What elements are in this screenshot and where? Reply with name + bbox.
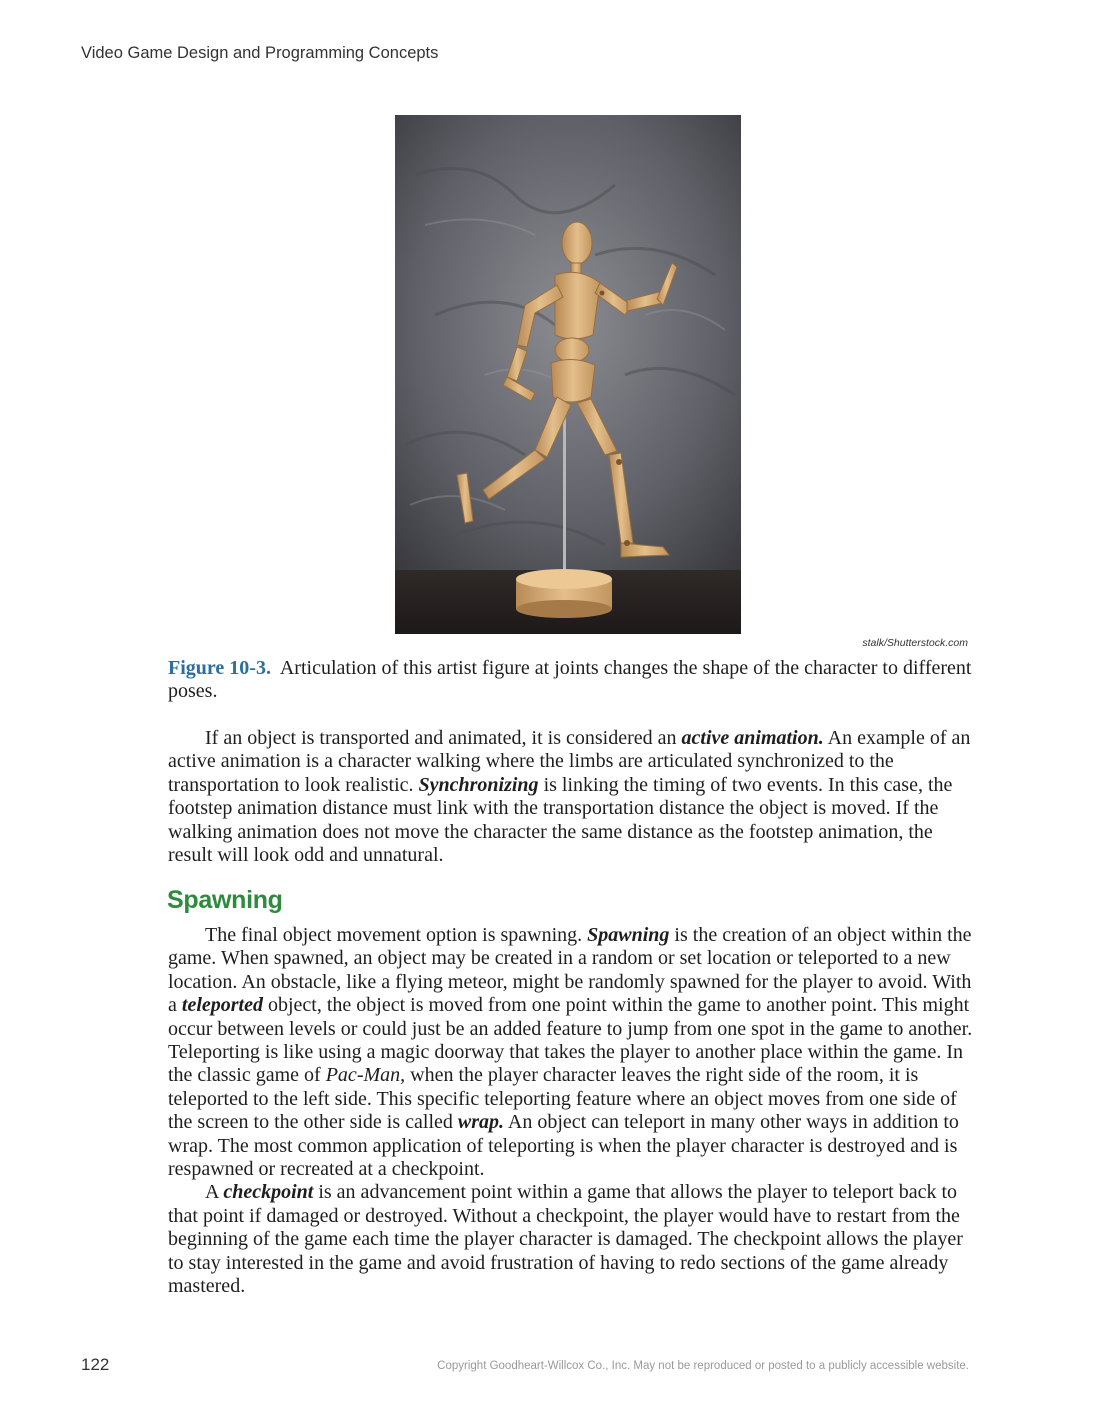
spawning-section-body xyxy=(168,924,974,1299)
section-heading: Spawning xyxy=(167,886,283,914)
term-teleported: teleported xyxy=(181,994,263,1017)
figure-label: Figure 10-3. xyxy=(168,657,271,679)
figure-caption-text: Articulation of this artist figure at joints changes the shape of the character to different poses. xyxy=(168,657,972,703)
para2-text-1: The final object movement option is spawning. xyxy=(205,924,588,946)
para2-text-2: is the creation of an object within the game. When spawned, an object may be created in a random or set location or teleported to a new location. An obstacle, like a flying meteor, might be randomly spawned for the player to avoid. With a xyxy=(168,924,972,1017)
para2-text-5: An object can teleport in many other ways in addition to wrap. The most common application of teleporting is when the player character is destroyed and is respawned or recreated at a checkpoint. xyxy=(168,1111,959,1181)
copyright-notice: Copyright Goodheart-Willcox Co., Inc. May not be reproduced or posted to a publicly accessible website. xyxy=(437,1360,969,1372)
para2-text-3: object, the object is moved from one point within the game to another point. This might occur between levels or could just be an added feature to jump from one spot in the game to another. Teleporting is like using a magic doorway that takes the player to another place within the game. In the classic game of xyxy=(168,994,973,1087)
para2-text-4: when the player character leaves the right side of the room, it is teleported to the left side. This specific teleporting feature where an object moves from one side of the screen to the other side is called xyxy=(168,1064,957,1134)
para1-text-2: An example of an active animation is a character walking where the limbs are articulated synchronized to the transportation to look realistic. xyxy=(168,727,971,796)
term-checkpoint: checkpoint xyxy=(223,1181,314,1204)
para1-text-3: is linking the timing of two events. In this case, the footstep animation distance must link with the transportation distance the object is moved. If the walking animation does not move the character the same distance as the footstep animation, the result will look odd and unnatural. xyxy=(168,773,953,867)
photo-credit: stalk/Shutterstock.com xyxy=(862,637,968,649)
term-active-animation: active animation. xyxy=(681,727,824,749)
term-wrap: wrap. xyxy=(457,1111,505,1134)
page-number: 122 xyxy=(81,1355,110,1374)
paragraph-spawning xyxy=(168,924,974,1181)
term-synchronizing: Synchronizing xyxy=(418,773,539,796)
figure-caption xyxy=(168,657,972,704)
running-header: Video Game Design and Programming Concepts xyxy=(81,44,439,62)
paragraph-checkpoint xyxy=(168,1181,974,1298)
para1-text-1: If an object is transported and animated, it is considered an xyxy=(205,727,682,749)
paragraph-active-animation xyxy=(168,727,974,867)
para3-text-1: A xyxy=(205,1181,224,1204)
term-spawning: Spawning xyxy=(587,924,670,946)
figure-photo xyxy=(395,115,741,634)
game-title-pac-man: Pac-Man, xyxy=(325,1064,406,1087)
para3-text-2: is an advancement point within a game that allows the player to teleport back to that point if damaged or destroyed. Without a checkpoint, the player would have to restart from the beginning of the game each time the player character is damaged. The checkpoint allows the player to stay interested in the game and avoid frustration of having to redo sections of the game already mastered. xyxy=(168,1181,963,1298)
